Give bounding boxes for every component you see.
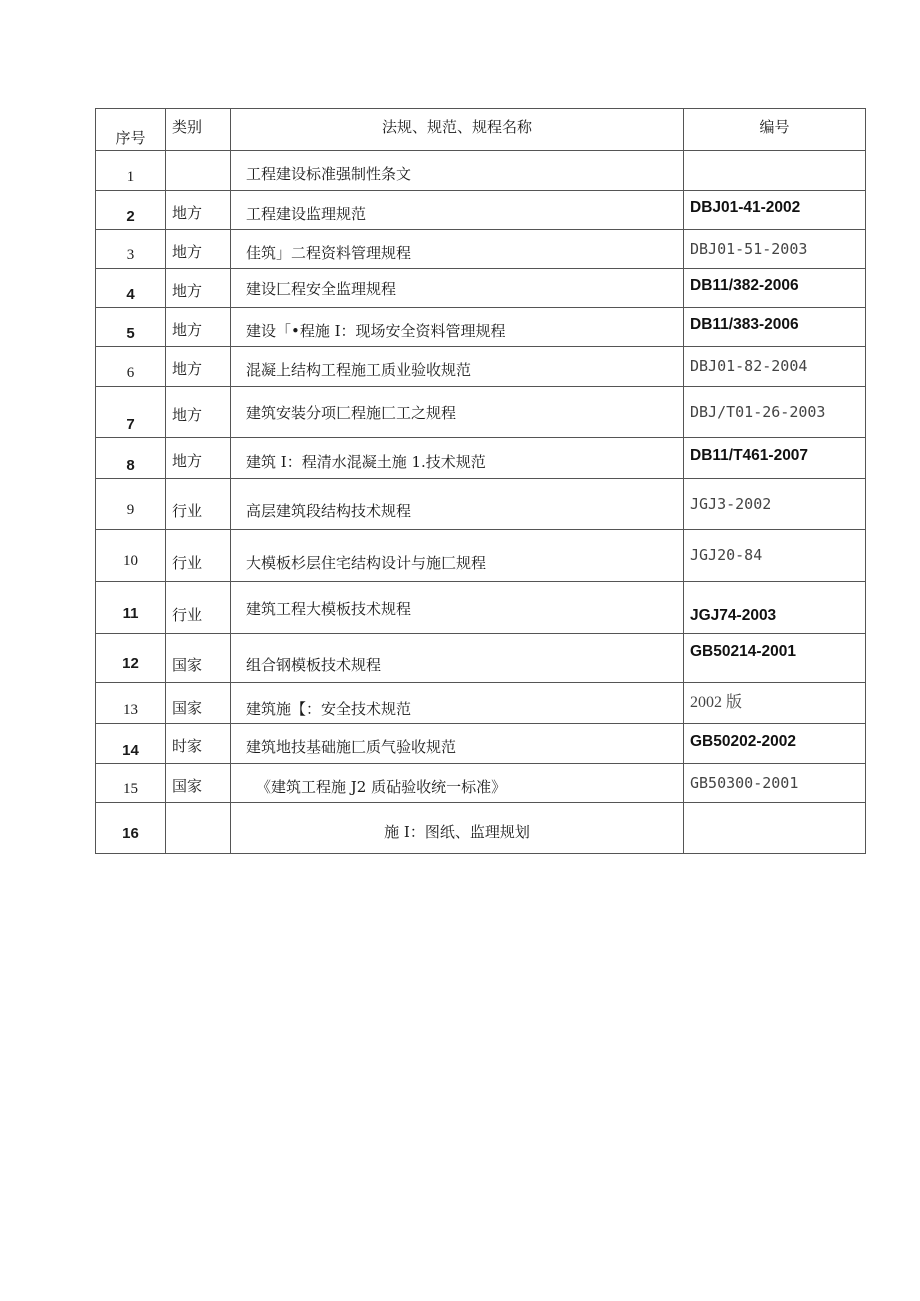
row-no: 5 — [126, 325, 135, 342]
row-no: 12 — [122, 655, 139, 672]
row-category: 地方 — [172, 242, 203, 261]
row-no: 15 — [123, 781, 138, 797]
row-category: 国家 — [172, 776, 203, 795]
table-row — [96, 230, 866, 269]
row-category — [166, 168, 230, 174]
table-row — [96, 764, 866, 803]
row-category: 地方 — [172, 320, 203, 339]
row-code: DBJ01-82-2004 — [690, 357, 808, 375]
row-category: 地方 — [172, 203, 203, 222]
row-name: 混凝上结构工程施工质业验收规范 — [246, 361, 472, 379]
row-category — [166, 825, 230, 831]
row-code: DB11/T461-2007 — [690, 447, 809, 465]
table-row — [96, 308, 866, 347]
table-row — [96, 479, 866, 530]
row-name: 建设匚程安全监理规程 — [246, 280, 397, 298]
row-name: 《建筑工程施 J2 质砧验收统一标准》 — [256, 777, 507, 796]
table-row — [96, 191, 866, 230]
row-code: 2002 版 — [690, 694, 743, 711]
row-name: 施 I：图纸、监理规划 — [384, 822, 530, 841]
header-code: 编号 — [759, 118, 790, 136]
table-row — [96, 438, 866, 479]
row-no: 9 — [126, 502, 135, 518]
table-row — [96, 151, 866, 191]
row-code: JGJ74-2003 — [690, 606, 777, 624]
table-row — [96, 347, 866, 387]
row-category: 地方 — [172, 405, 203, 424]
row-category: 地方 — [172, 451, 203, 470]
row-code: DBJ/T01-26-2003 — [690, 402, 826, 421]
row-category: 地方 — [172, 360, 203, 378]
row-name: 建筑安装分项匚程施匚工之规程 — [246, 404, 457, 422]
table-row — [96, 683, 866, 724]
row-name: 大模板杉层住宅结构设计与施匚规程 — [246, 554, 487, 572]
table-row — [96, 530, 866, 582]
row-name: 建筑施【：安全技术规范 — [246, 699, 412, 718]
row-no: 13 — [123, 702, 138, 718]
row-no: 1 — [126, 169, 135, 185]
row-code: DBJ01-51-2003 — [690, 239, 808, 258]
header-name: 法规、规范、规程名称 — [381, 118, 532, 136]
row-code: GB50214-2001 — [690, 643, 796, 661]
row-name: 工程建设监理规范 — [246, 204, 367, 223]
header-no: 序号 — [115, 129, 146, 147]
row-name: 建筑工程大模板技术规程 — [246, 599, 412, 618]
row-no: 6 — [126, 365, 135, 381]
row-no: 7 — [126, 416, 135, 433]
row-no: 4 — [126, 286, 135, 303]
header-row — [96, 109, 866, 151]
row-no: 8 — [126, 457, 135, 474]
row-category: 行业 — [172, 553, 203, 572]
row-name: 建设「•程施 I：现场安全资料管理规程 — [246, 321, 506, 340]
row-no: 2 — [126, 208, 135, 225]
row-category: 地方 — [172, 281, 203, 300]
row-category: 行业 — [172, 605, 203, 624]
header-category: 类别 — [172, 118, 203, 136]
row-name: 佳筑」二程资料管理规程 — [246, 243, 412, 262]
row-name: 建筑 I：程清水混凝土施 1.技术规范 — [246, 452, 486, 471]
row-category: 国家 — [172, 655, 203, 674]
row-no: 10 — [123, 553, 138, 569]
row-code: DB11/382-2006 — [690, 277, 799, 295]
table-row — [96, 269, 866, 308]
row-category: 时家 — [172, 737, 203, 755]
row-name: 高层建筑段结构技术规程 — [246, 502, 412, 520]
table-row — [96, 724, 866, 764]
table-row — [96, 634, 866, 683]
row-code: JGJ20-84 — [690, 546, 763, 564]
table-row — [96, 582, 866, 634]
row-no: 11 — [122, 605, 139, 622]
row-code: GB50300-2001 — [690, 773, 799, 792]
row-code: GB50202-2002 — [690, 732, 796, 750]
row-name: 建筑地技基础施匚质气验收规范 — [246, 738, 457, 756]
row-no: 3 — [126, 247, 135, 263]
row-no: 16 — [122, 825, 139, 842]
row-no: 14 — [122, 742, 139, 759]
regulations-table — [95, 108, 866, 854]
row-category: 行业 — [172, 501, 203, 520]
row-code: JGJ3-2002 — [690, 494, 772, 513]
table-row — [96, 803, 866, 854]
row-code: DB11/383-2006 — [690, 316, 799, 334]
row-category: 国家 — [172, 699, 203, 717]
row-name: 工程建设标准强制性条文 — [246, 165, 412, 183]
row-name: 组合钢模板技术规程 — [246, 656, 382, 674]
row-code: DBJ01-41-2002 — [690, 199, 801, 217]
table-row — [96, 387, 866, 438]
